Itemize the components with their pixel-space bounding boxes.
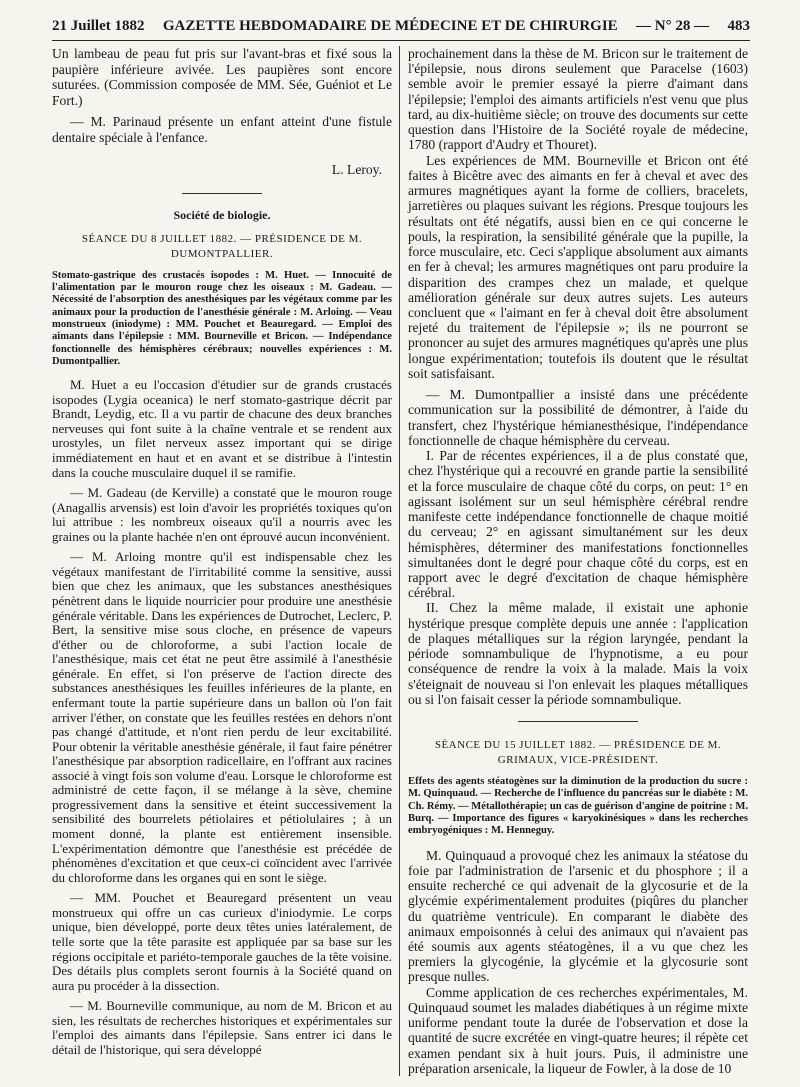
section-rule-2 [518,721,638,722]
paragraph-bourneville: — M. Bourneville communique, au nom de M. Bricon et au sien, les résultats de recherches historiques et expérimentales sur l'emploi des aimants dans l'épilepsie. Sans entrer ici dans le détail de l'historique, qui sera développé [52,998,392,1057]
running-header [52,14,750,38]
paragraph-part-one: I. Par de récentes expériences, il a de plus constaté que, chez l'hystérique qui a recouvré en grande partie la sensibilité et la force musculaire de chaque côté du corps, on peut: 1° en agissant isolément sur un seul hémisphère cérébral rendre manifeste cette indépendance fonctionnelle de chaque moitié du cerveau; 2° en agissant simultanément sur les deux hémisphères, déterminer des manifestations fonctionnelles simultanées dont le degré pour chaque côté du corps, est en rapport avec le degré d'excitation de chaque hémisphère cérébral. [408,448,748,601]
column-divider [399,46,400,1076]
paragraph-arloing: — M. Arloing montre qu'il est indispensable chez les végétaux manifestant de l'irritabilité comme la sensitive, aussi bien que chez les animaux, que les substances anesthésiques pénètrent dans le liquide nourricier pour produire une anesthésie générale véritable. Dans les expériences de Dutrochet, Leclerc, P. Bert, la sensitive mise sous cloche, en présence de vapeurs d'éther ou de chloroforme, a subi l'action locale de l'anesthésique, mais cet état ne peut être assimilé à l'anesthésie générale. En effet, si l'on préserve de l'action directe des substances anesthésiques les feuilles inférieures de la plante, en enfermant toute la partie supérieure dans un ballon où l'on fait arriver l'éther, on constate que les feuilles restées en dehors n'ont pas changé d'attitude, et n'ont rien perdu de leur excitabilité. Pour obtenir la véritable anesthésie générale, il faut faire pénétrer l'anesthésique par absorption radicellaire, en l'offrant aux racines associé à vingt fois son volume d'eau. Lorsque le chloroforme est administré de cette façon, il se mélange à la sève, chemine progressivement dans la sensitive et éteint successivement la sensibilité des bourrelets pétiolaires et pétiolulaires ; à un moment donné, la plante est entièrement insensible. L'expérimentation démontre que l'anesthésie est précédée de phénomènes d'excitation et que ceux-ci coïncident avec l'arrivée du chloroforme dans les organes qui en sont le siège. [52,549,393,885]
header-date: 21 Juillet 1882 [52,17,145,34]
paragraph-experiences: Les expériences de MM. Bourneville et Bricon ont été faites à Bicêtre avec des aimants en fer à cheval et avec des armures magnétiques ayant la forme de colliers, bracelets, jarretières ou plaques suivant les régions. Presque toujours les résultats ont été négatifs, aussi bien en ce qui concerne le pouls, la respiration, la sensibilité générale que la pupille, la force musculaire, etc. Ceci s'applique absolument aux aimants en fer à cheval; les armures magnétiques ont paru produire la disparition des crampes chez un malade, et quelque amélioration générale sur deux autres sujets. Les auteurs concluent que « l'aimant en fer à cheval doit être absolument rejeté du traitement de l'épilepsie »; ils ne pourront se prononcer au sujet des armures magnétiques qu'après une plus longue expérimentation; toutefois ils doutent que le résultat soit satisfaisant. [408,152,748,381]
header-rule [52,40,750,41]
section-rule [182,193,262,194]
journal-title: GAZETTE HEBDOMADAIRE DE MÉDECINE ET DE CHIRURGIE [162,17,618,34]
session-summary: Stomato-gastrique des crustacés isopodes : M. Huet. — Innocuité de l'alimentation par le mouron rouge chez les oiseaux : M. Gadeau. — Nécessité de l'absorption des anesthésiques par les végétaux comme par les animaux pour la production de l'anesthésie générale : M. Arloing. — Veau monstrueux (iniodyme) : MM. Pouchet et Beauregard. — Emploi des aimants dans l'épilepsie : MM. Bourneville et Bricon. — Indépendance fonctionnelle des hémisphères cérébraux; nouvelles expériences : M. Dumontpallier. [52,269,392,367]
seance-heading: SÉANCE DU 8 JUILLET 1882. — PRÉSIDENCE DE M. DUMONTPALLIER. [81,232,363,260]
paragraph-dumontpallier: — M. Dumontpallier a insisté dans une précédente communication sur la possibilité de démontrer, à l'aide du transfert, chez l'hystérique hémianesthésique, l'indépendance fonctionnelle de chaque hémisphère du cerveau. [408,387,748,448]
page-number: 483 [727,17,750,34]
paragraph-commission: Un lambeau de peau fut pris sur l'avant-bras et fixé sous la paupière inférieure avivée. Les paupières sont encore suturées. (Commission composée de MM. Sée, Guéniot et Le Fort.) [52,46,392,108]
paragraph-huet: M. Huet a eu l'occasion d'étudier sur de grands crustacés isopodes (Lygia oceanica) le nerf stomato-gastrique décrit par Brandt, Leydig, etc. Il a vu partir de chacune des deux branches nerveuses qui font suite à la chaîne ventrale et se rendent aux urostyles, un filet nerveux assez important qui se dirige immédiatement en haut et en avant et se distribue à l'intestin dans la couche musculaire duquel il se ramifie. [52,377,392,480]
paragraph-quinquaud: M. Quinquaud a provoqué chez les animaux la stéatose du foie par l'administration de l'arsenic et du phosphore ; il a ensuite recherché ce qui advenait de la glycosurie et de la glycémie expérimentalement produites (piqûres du plancher du quatrième ventricule). En comparant le diabète des animaux empoisonnés à celui des animaux qui n'avaient pas été soumis aux agents stéatogènes, il a vu que chez les premiers la glycogénie, la glycémie et la glycosurie sont presque nulles. [408,847,748,985]
signature: L. Leroy. [331,161,382,177]
paragraph-pouchet: — MM. Pouchet et Beauregard présentent un veau monstrueux qui offre un cas curieux d'iniodymie. Le corps unique, bien développé, porte deux têtes unies latéralement, de telle sorte que la tête parasite est appliquée par sa base sur les régions occipitale et pariéto-temporale gauches de la tête voisine. Des détails plus complets seront fournis à la Société quand on aura pu procéder à la dissection. [52,890,392,993]
paragraph-bricon: prochainement dans la thèse de M. Bricon sur le traitement de l'épilepsie, nous dirons seulement que Paracelse (1603) semble avoir le premier essayé la pierre d'aimant dans l'épilepsie; l'emploi des aimants artificiels n'est venu que plus tard, au dix-huitième siècle; on trouve des documents sur cette question dans l'Histoire de la Société royale de médecine, 1780 (rapport d'Audry et Thouret). [408,46,748,153]
paragraph-parinaud: — M. Parinaud présente un enfant atteint d'une fistule dentaire spéciale à l'enfance. [52,114,392,145]
paragraph-application: Comme application de ces recherches expérimentales, M. Quinquaud soumet les malades diabétiques à un régime mixte uniforme pendant toute la durée de l'observation et dose la quantité de sucre excrétée en vingt-quatre heures; il répète cet examen pendant six à huit jours. Puis, il administre une préparation arsenicale, la liqueur de Fowler, à la dose de 10 [408,984,748,1076]
left-column [52,46,392,1057]
paragraph-gadeau: — M. Gadeau (de Kerville) a constaté que le mouron rouge (Anagallis arvensis) est loin d'avoir les propriétés toxiques qu'on lui attribue : les nombreux oiseaux qu'il a nourris avec les graines ou la plante hachée n'en ont éprouvé aucun inconvénient. [52,485,392,544]
issue-number: — N° 28 — [636,17,710,34]
right-column [408,46,748,1076]
paragraph-part-two: II. Chez la même malade, il existait une aphonie hystérique presque complète depuis une année : l'application de plaques métalliques sur la région laryngée, pendant la période somnambulique de l'hypnotisme, a eu pour conséquence de rendre la voix à la malade. Mais la voix s'éteignait de nouveau si l'on enlevait les plaques métalliques ou si l'on faisait cesser la période somnambulique. [408,600,748,707]
session-summary-2: Effets des agents stéatogènes sur la diminution de la production du sucre : M. Quinquaud. — Recherche de l'influence du pancréas sur le diabète : M. Ch. Rémy. — Métallothérapie; un cas de guérison d'angine de poitrine : M. Burq. — Importance des figures « karyokinésiques » dans les recherches embryogéniques : M. Henneguy. [408,776,748,837]
society-heading: Société de biologie. [173,208,271,223]
seance-heading-2: SÉANCE DU 15 JUILLET 1882. — PRÉSIDENCE DE M. GRIMAUX, VICE-PRÉSIDENT. [434,739,722,767]
